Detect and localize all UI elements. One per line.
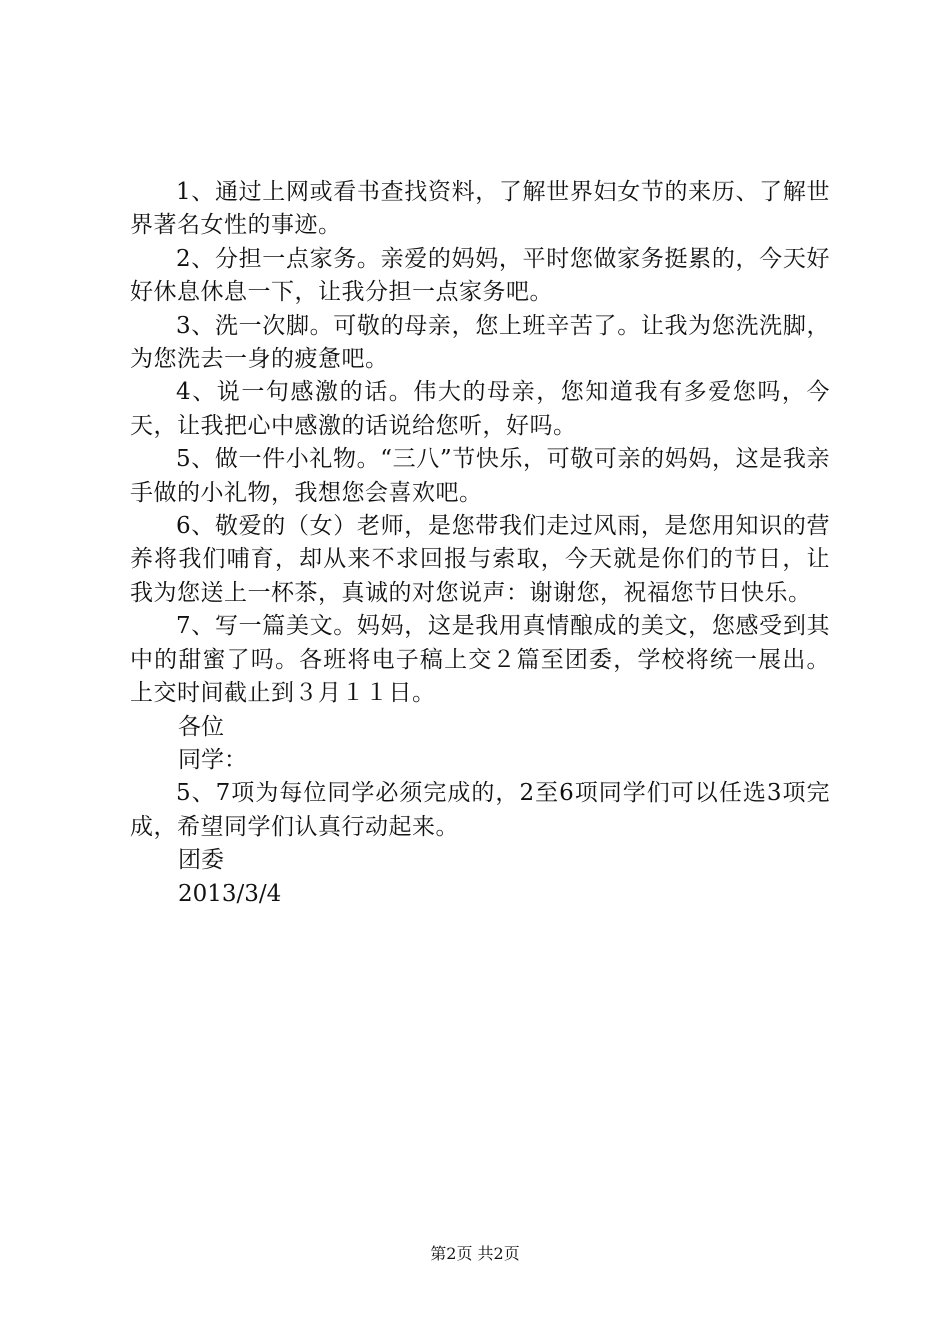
paragraph-item-3: 3、洗一次脚。可敬的母亲，您上班辛苦了。让我为您洗洗脚，为您洗去一身的疲惫吧。 (130, 312, 830, 373)
date-line: 2013/3/4 (178, 880, 282, 907)
paragraph-item-6: 6、敬爱的（女）老师，是您带我们走过风雨，是您用知识的营养将我们哺育，却从来不求回报与索取，今天就是你们的节日，让我为您送上一杯茶，真诚的对您说声：谢谢您，祝福您节日快乐。 (130, 513, 830, 606)
paragraph-item-2: 2、分担一点家务。亲爱的妈妈，平时您做家务挺累的，今天好好休息休息一下，让我分担一点家务吧。 (130, 245, 830, 306)
page-number-footer: 第2页 共2页 (430, 1244, 520, 1263)
paragraph-item-7: 7、写一篇美文。妈妈，这是我用真情酿成的美文，您感受到其中的甜蜜了吗。各班将电子稿上交２篇至团委，学校将统一展出。上交时间截止到３月１１日。 (130, 613, 830, 707)
completion-note: 5、7项为每位同学必须完成的，2至6项同学们可以任选3项完成，希望同学们认真行动起来。 (130, 780, 830, 840)
paragraph-item-5: 5、做一件小礼物。“三八”节快乐，可敬可亲的妈妈，这是我亲手做的小礼物，我想您会喜欢吧。 (130, 446, 830, 506)
greeting-line-2: 同学： (178, 746, 247, 773)
signature: 团委 (178, 847, 224, 874)
document-body (130, 176, 830, 911)
paragraph-item-1: 1、通过上网或看书查找资料，了解世界妇女节的来历、了解世界著名女性的事迹。 (130, 179, 830, 239)
paragraph-item-4: 4、说一句感激的话。伟大的母亲，您知道我有多爱您吗，今天，让我把心中感激的话说给您听，好吗。 (130, 379, 830, 439)
greeting-line-1: 各位 (178, 713, 224, 740)
